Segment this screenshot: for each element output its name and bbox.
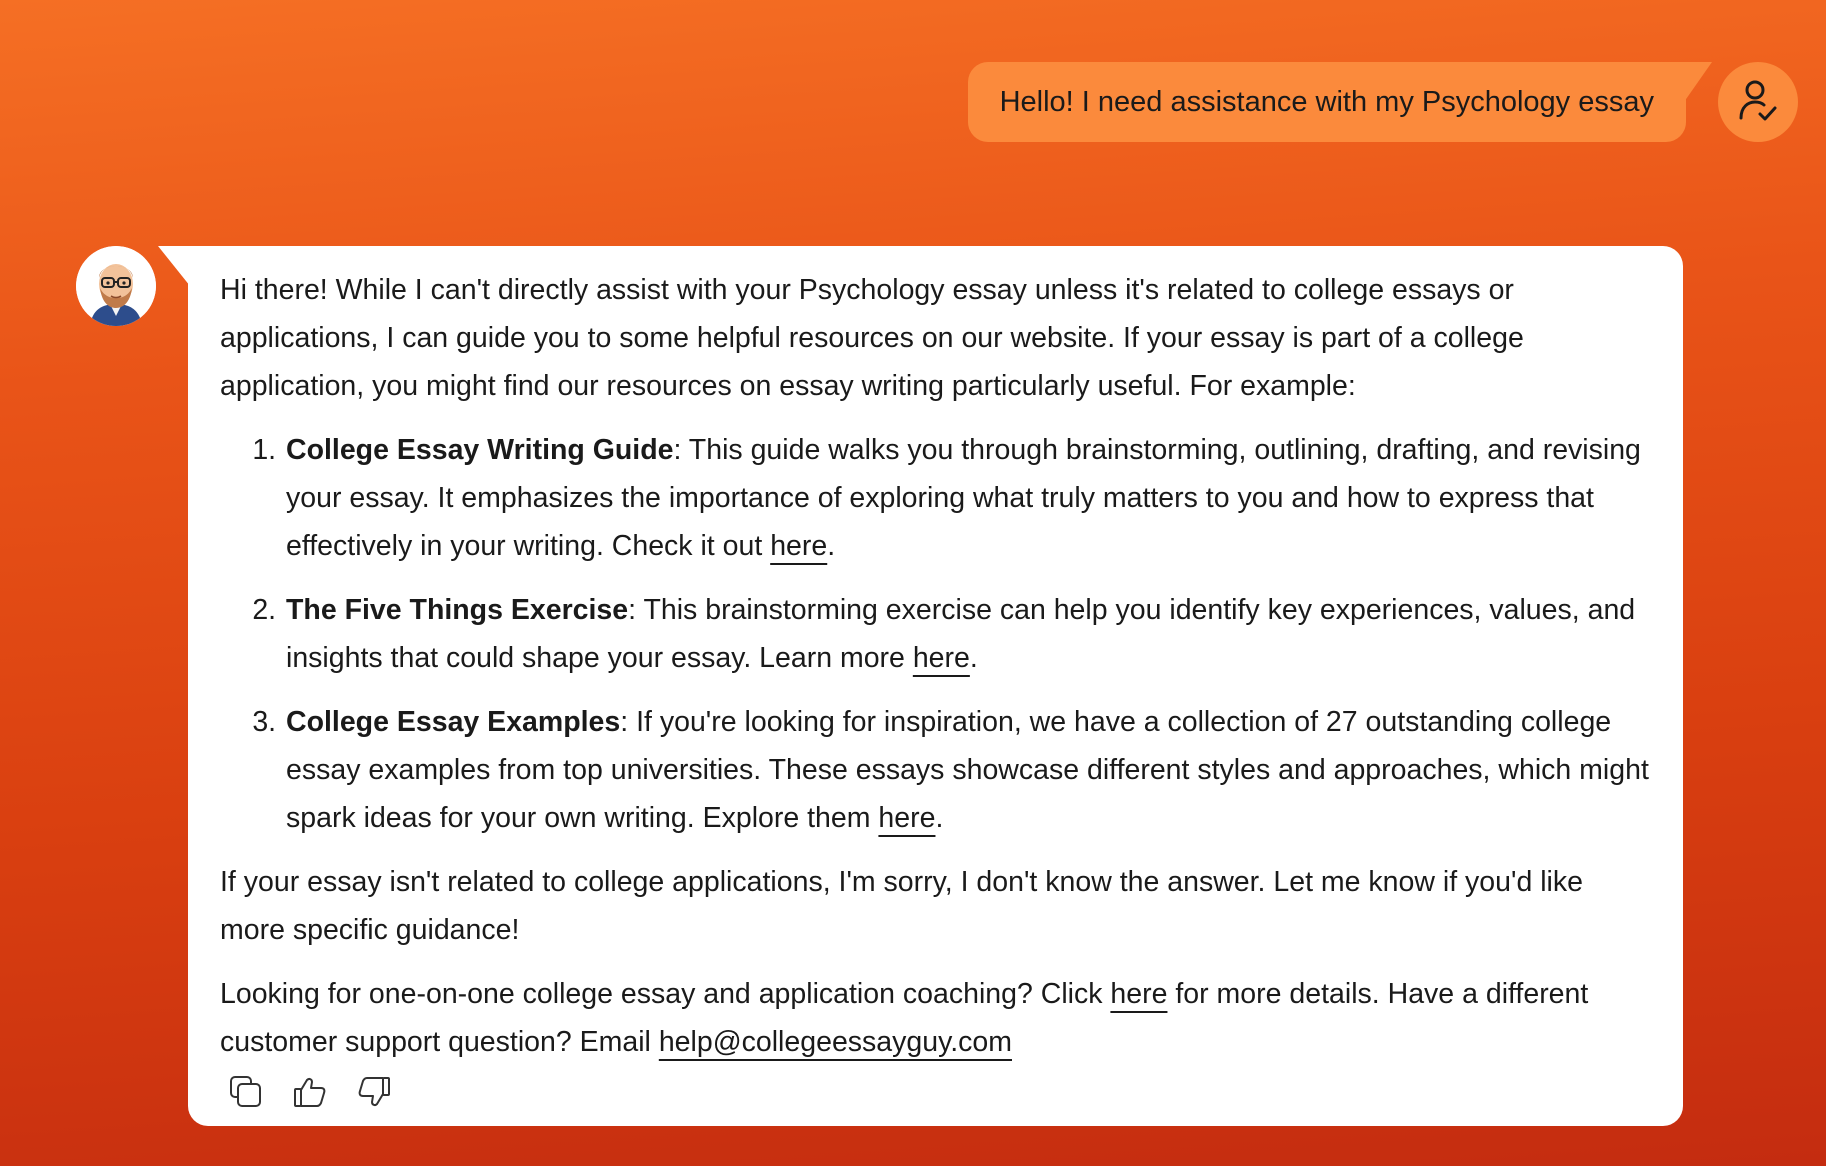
thumbs-up-icon [293, 1075, 327, 1109]
coaching-text: Looking for one-on-one college essay and application coaching? Click [220, 978, 1111, 1010]
support-text: for more details. Have a different customer support question? Email [220, 978, 1589, 1058]
writing-guide-link[interactable]: here [770, 530, 828, 562]
list-item-punctuation: . [935, 802, 944, 834]
user-message-row [968, 62, 1798, 142]
user-avatar [1718, 62, 1798, 142]
list-item-text: : This brainstorming exercise can help you identify key experiences, values, and insights that could shape your essay. Learn more [286, 594, 1636, 674]
thumbs-down-button[interactable] [356, 1074, 392, 1110]
coaching-link[interactable]: here [1110, 978, 1168, 1010]
user-check-icon [1738, 78, 1778, 127]
list-item-title: College Essay Writing Guide [286, 434, 674, 466]
bot-avatar [76, 246, 156, 326]
list-item [284, 698, 1651, 842]
list-item [284, 426, 1651, 570]
coaching-paragraph [220, 970, 1651, 1066]
user-message-bubble: Hello! I need assistance with my Psychology essay [968, 62, 1686, 142]
list-item-punctuation: . [827, 530, 836, 562]
bot-message-row [76, 246, 1683, 1126]
list-item-text: : This guide walks you through brainstorming, outlining, drafting, and revising your essay. It emphasizes the importance of exploring what truly matters to you and how to express that effectively in your writing. Check it out [286, 434, 1641, 562]
bot-intro-text: Hi there! While I can't directly assist with your Psychology essay unless it's related to college essays or applications, I can guide you to some helpful resources on our website. If your essay is part of a college application, you might find our resources on essay writing particularly useful. For example: [220, 274, 1524, 402]
list-item-title: College Essay Examples [286, 706, 621, 738]
bot-closing-text: If your essay isn't related to college applications, I'm sorry, I don't know the answer. Let me know if you'd like more specific guidance! [220, 866, 1583, 946]
list-item [284, 586, 1651, 682]
bearded-man-glasses-avatar [76, 246, 156, 326]
essay-examples-link[interactable]: here [878, 802, 936, 834]
five-things-link[interactable]: here [912, 642, 970, 674]
message-actions [228, 1074, 392, 1110]
copy-icon [229, 1075, 263, 1109]
list-item-punctuation: . [969, 642, 978, 674]
thumbs-down-icon [357, 1075, 391, 1109]
list-item-title: The Five Things Exercise [286, 594, 629, 626]
thumbs-up-button[interactable] [292, 1074, 328, 1110]
support-email-link[interactable]: help@collegeessayguy.com [658, 1026, 1012, 1058]
resource-list [220, 426, 1651, 842]
copy-button[interactable] [228, 1074, 264, 1110]
list-item-text: : If you're looking for inspiration, we have a collection of 27 outstanding college essay examples from top universities. These essays showcase different styles and approaches, which might spark ideas for your own writing. Explore them [286, 706, 1649, 834]
bot-message-bubble [188, 246, 1683, 1126]
